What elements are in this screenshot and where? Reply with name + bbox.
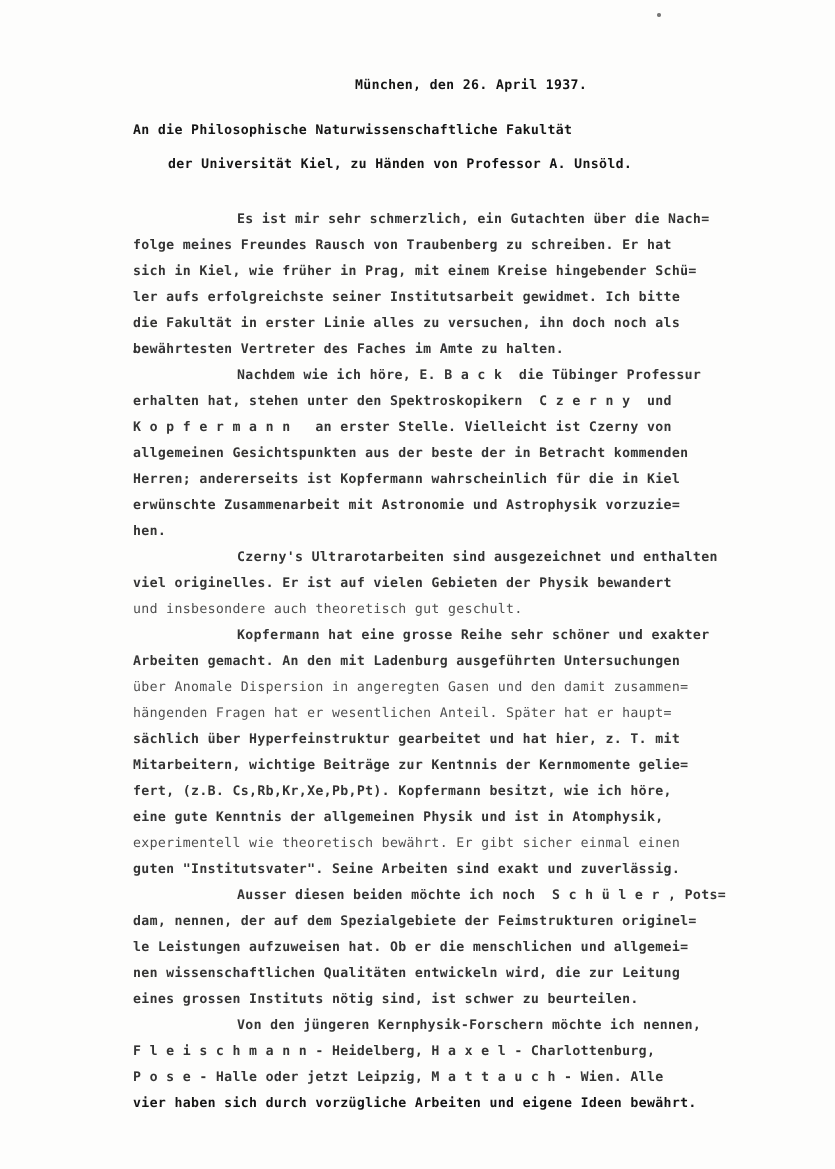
paragraph-4-line-1: Kopfermann hat eine grosse Reihe sehr schöner und exakter [237,628,710,643]
paragraph-5-line-2: dam, nennen, der auf dem Spezialgebiete der Feimstrukturen originel= [133,914,697,929]
paragraph-2-line-1: Nachdem wie ich höre, E. B a c k die Tübinger Professur [237,368,702,383]
paragraph-4-line-6: Mitarbeitern, wichtige Beiträge zur Kentnnis der Kernmomente gelie= [133,758,689,773]
paragraph-1-line-1: Es ist mir sehr schmerzlich, ein Gutachten über die Nach= [237,212,710,227]
paragraph-5-line-5: eines grossen Instituts nötig sind, ist schwer zu beurteilen. [133,992,639,1007]
paragraph-6-line-1: Von den jüngeren Kernphysik-Forschern möchte ich nennen, [237,1018,702,1033]
paragraph-4-line-2: Arbeiten gemacht. An den mit Ladenburg ausgeführten Untersuchungen [133,654,681,669]
paragraph-5-line-1: Ausser diesen beiden möchte ich noch S c h ü l e r , Pots= [237,888,727,903]
paragraph-2-line-7: hen. [133,524,167,539]
paragraph-4-line-5: sächlich über Hyperfeinstruktur gearbeitet und hat hier, z. T. mit [133,732,681,747]
paragraph-3-line-3: und insbesondere auch theoretisch gut geschult. [133,602,523,617]
paragraph-2-line-5: Herren; andererseits ist Kopfermann wahrscheinlich für die in Kiel [133,472,681,487]
paragraph-4-line-3: über Anomale Dispersion in angeregten Gasen und den damit zusammen= [133,680,689,695]
paragraph-5-line-4: nen wissenschaftlichen Qualitäten entwickeln wird, die zur Leitung [133,966,681,981]
paragraph-2-line-2: erhalten hat, stehen unter den Spektroskopikern C z e r n y und [133,394,672,409]
paragraph-3-line-1: Czerny's Ultrarotarbeiten sind ausgezeichnet und enthalten [237,550,718,565]
paragraph-1-line-2: folge meines Freundes Rausch von Traubenberg zu schreiben. Er hat [133,238,672,253]
scan-speck [657,13,661,17]
addressee-line-1: An die Philosophische Naturwissenschaftliche Fakultät [133,123,573,138]
paragraph-4-line-7: fert, (z.B. Cs,Rb,Kr,Xe,Pb,Pt). Kopfermann besitzt, wie ich höre, [133,784,672,799]
paragraph-2-line-6: erwünschte Zusammenarbeit mit Astronomie und Astrophysik vorzuzie= [133,498,681,513]
paragraph-6-line-4: vier haben sich durch vorzügliche Arbeiten und eigene Ideen bewährt. [133,1096,697,1111]
paragraph-2-line-3: K o p f e r m a n n an erster Stelle. Vielleicht ist Czerny von [133,420,672,435]
paragraph-2-line-4: allgemeinen Gesichtspunkten aus der beste der in Betracht kommenden [133,446,689,461]
paragraph-1-line-6: bewährtesten Vertreter des Faches im Amte zu halten. [133,342,565,357]
paragraph-4-line-4: hängenden Fragen hat er wesentlichen Anteil. Später hat er haupt= [133,706,672,721]
paragraph-6-line-3: P o s e - Halle oder jetzt Leipzig, M a t t a u c h - Wien. Alle [133,1070,664,1085]
paragraph-5-line-3: le Leistungen aufzuweisen hat. Ob er die menschlichen und allgemei= [133,940,689,955]
paragraph-1-line-5: die Fakultät in erster Linie alles zu versuchen, ihn doch noch als [133,316,681,331]
paragraph-4-line-10: guten "Institutsvater". Seine Arbeiten sind exakt und zuverlässig. [133,862,681,877]
addressee-line-2: der Universität Kiel, zu Händen von Professor A. Unsöld. [168,157,633,172]
date-line: München, den 26. April 1937. [355,78,588,93]
paragraph-3-line-2: viel originelles. Er ist auf vielen Gebieten der Physik bewandert [133,576,672,591]
paragraph-4-line-8: eine gute Kenntnis der allgemeinen Physik und ist in Atomphysik, [133,810,664,825]
paragraph-4-line-9: experimentell wie theoretisch bewährt. Er gibt sicher einmal einen [133,836,681,851]
paragraph-1-line-4: ler aufs erfolgreichste seiner Institutsarbeit gewidmet. Ich bitte [133,290,681,305]
paragraph-6-line-2: F l e i s c h m a n n - Heidelberg, H a x e l - Charlottenburg, [133,1044,656,1059]
paragraph-1-line-3: sich in Kiel, wie früher in Prag, mit einem Kreise hingebender Schü= [133,264,697,279]
